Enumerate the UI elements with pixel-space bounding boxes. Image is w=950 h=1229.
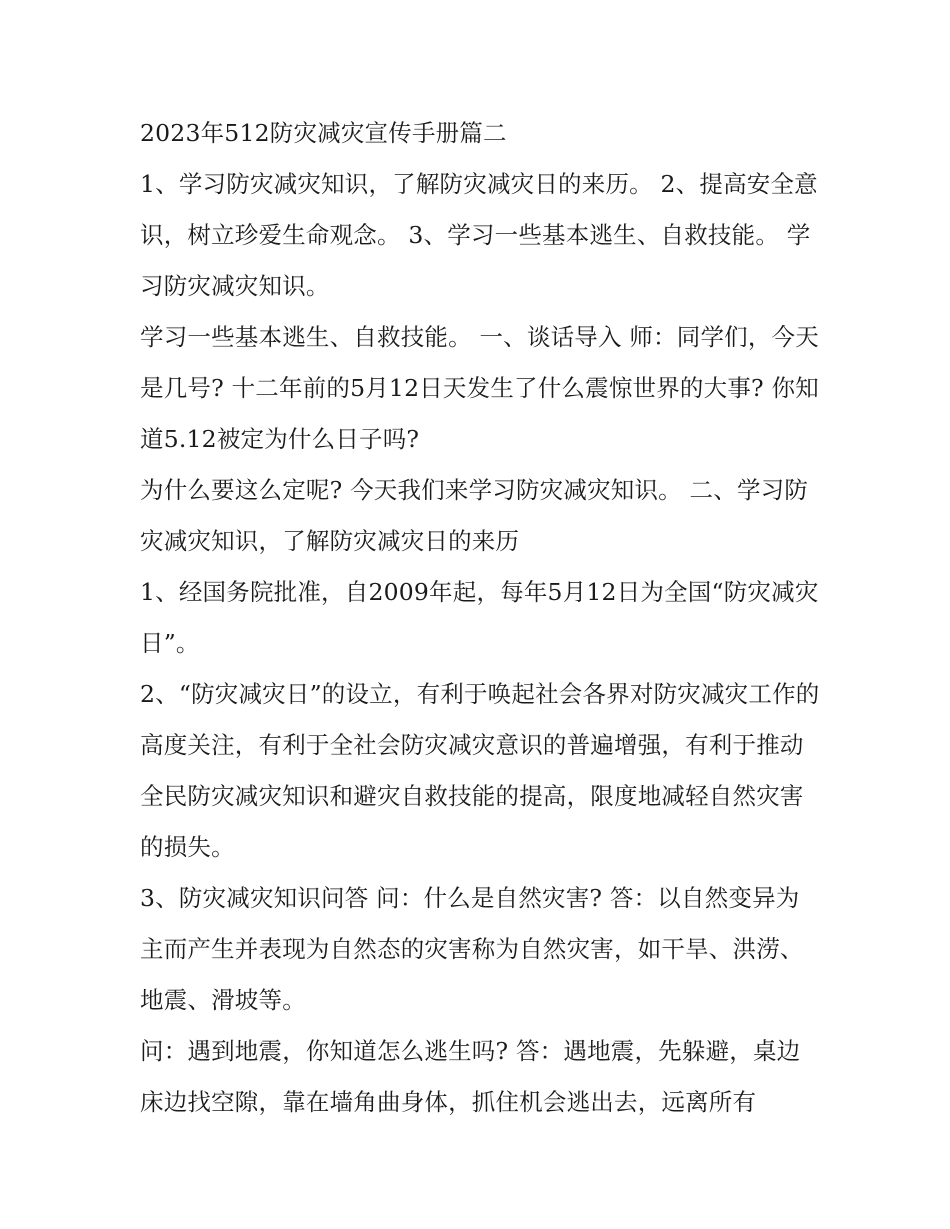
paragraph-6: 3、防灾减灾知识问答 问：什么是自然灾害? 答：以自然变异为主而产生并表现为自然态的灾害称为自然灾害，如干旱、洪涝、地震、滑坡等。 — [140, 884, 804, 1014]
paragraph-3: 为什么要这么定呢? 今天我们来学习防灾减灾知识。 二、学习防灾减灾知识，了解防灾减灾日的来历 — [140, 476, 809, 555]
document-body — [140, 108, 820, 1128]
paragraph-5: 2、“防灾减灾日”的设立，有利于唤起社会各界对防灾减灾工作的高度关注，有利于全社会防灾减灾意识的普遍增强，有利于推动全民防灾减灾知识和避灾自救技能的提高，限度地减轻自然灾害的损失。 — [140, 680, 820, 861]
paragraph-4: 1、经国务院批准，自2009年起，每年5月12日为全国“防灾减灾日”。 — [140, 578, 819, 657]
paragraph-2: 学习一些基本逃生、自救技能。 一、谈话导入 师：同学们，今天是几号? 十二年前的5月12日天发生了什么震惊世界的大事? 你知道5.12被定为什么日子吗? — [140, 323, 819, 453]
paragraph-7: 问：遇到地震，你知道怎么逃生吗? 答：遇地震，先躲避，桌边床边找空隙，靠在墙角曲身体，抓住机会逃出去，远离所有 — [140, 1037, 801, 1116]
document-title: 2023年512防灾减灾宣传手册篇二 — [140, 119, 507, 147]
paragraph-1: 1、学习防灾减灾知识，了解防灾减灾日的来历。 2、提高安全意识，树立珍爱生命观念。 3、学习一些基本逃生、自救技能。 学习防灾减灾知识。 — [140, 170, 818, 300]
